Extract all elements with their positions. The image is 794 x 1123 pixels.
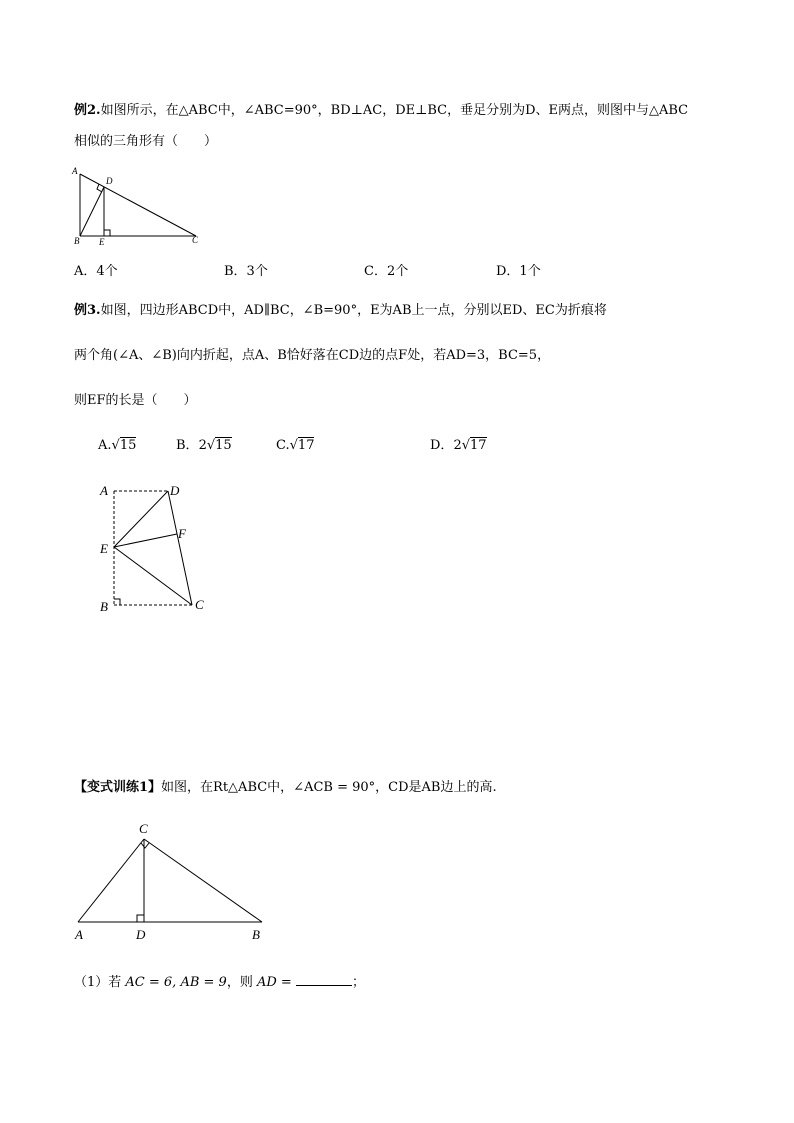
variant1-q1-end: ； (351, 975, 365, 990)
ex3-label-c: C (195, 597, 204, 612)
ex2-label-b: B (74, 236, 80, 246)
ex3-line-1 (74, 302, 607, 320)
ex2-label-e: E (99, 237, 105, 247)
ex2-right-angle-e (104, 230, 110, 236)
variant1-label-c: C (139, 821, 148, 836)
ex2-title: 例2. (74, 103, 101, 118)
ex2-option-a[interactable]: A．4个 (74, 264, 118, 279)
ex3-label-d: D (170, 483, 180, 498)
ex2-text-2: 相似的三角形有（ ） (74, 134, 218, 149)
ex3-label-e: E (100, 541, 108, 556)
ex2-text-1: 如图所示，在△ABC中，∠ABC=90°，BD⊥AC，DE⊥BC，垂足分别为D、E两点，则图中与△ABC (100, 103, 689, 118)
ex3-option-d-coef: 2 (453, 438, 462, 453)
ex3-option-d-prefix: D． (430, 438, 454, 453)
ex3-text-2: 两个角(∠A、∠B)向内折起，点A、B恰好落在CD边的点F处，若AD=3，BC=5， (74, 348, 551, 363)
ex2-label-c: C (192, 235, 199, 245)
ex2-line-1 (74, 102, 688, 120)
ex3-title: 例3. (74, 303, 101, 318)
ex3-option-b-radicand: 15 (215, 438, 232, 453)
ex3-option-c-radicand: 17 (297, 438, 315, 453)
ex3-crease-ec (114, 547, 192, 605)
variant1-q1-prefix: （1）若 (74, 975, 122, 990)
ex3-options (98, 437, 518, 457)
ex3-option-d-radicand: 17 (470, 438, 487, 453)
variant1-label-b: B (252, 927, 260, 942)
ex3-option-b[interactable] (176, 437, 232, 455)
variant1-label-a: A (75, 927, 83, 942)
ex2-segment-bd (80, 187, 104, 236)
ex3-figure (94, 480, 224, 620)
ex3-option-a-prefix: A. (98, 438, 112, 453)
ex3-option-c-prefix: C. (276, 438, 290, 453)
variant1-side-ac (78, 839, 144, 922)
ex3-option-b-coef: 2 (198, 438, 207, 453)
ex3-label-a: A (100, 483, 108, 498)
variant1-q1-mid: ，则 (226, 975, 253, 990)
ex3-option-a-radicand: 15 (119, 438, 137, 453)
ex3-label-b: B (100, 599, 108, 614)
variant1-line (74, 779, 497, 797)
variant1-title: 【变式训练1】 (74, 780, 162, 795)
radical-sign: √ (111, 438, 120, 453)
variant1-label-d: D (136, 927, 146, 942)
ex3-segment-ef (114, 534, 177, 547)
variant1-figure (70, 818, 275, 946)
radical-sign: √ (206, 438, 216, 453)
radical-sign: √ (461, 438, 471, 453)
ex2-option-c[interactable]: C．2个 (364, 264, 409, 279)
ex2-option-b[interactable]: B．3个 (224, 264, 268, 279)
variant1-text: 如图，在Rt△ABC中，∠ACB = 90°，CD是AB边上的高. (161, 780, 497, 795)
radical-sign: √ (289, 438, 298, 453)
variant1-question-1 (74, 972, 365, 992)
answer-blank[interactable] (296, 972, 352, 986)
variant1-right-angle-c (141, 843, 149, 848)
ex2-options (74, 263, 634, 281)
variant1-q1-condition: AC = 6, AB = 9 (125, 975, 227, 990)
ex3-option-a[interactable] (98, 437, 136, 455)
ex3-option-b-prefix: B． (176, 438, 199, 453)
ex2-option-d[interactable]: D．1个 (496, 264, 541, 279)
variant1-q1-ask: AD = (256, 975, 292, 990)
ex3-option-d[interactable] (430, 437, 487, 455)
ex2-line-2 (74, 133, 217, 151)
ex3-right-angle-b (114, 599, 120, 605)
ex3-text-3: 则EF的长是（ ） (74, 393, 197, 408)
ex3-crease-ed (114, 491, 168, 547)
ex2-label-a: A (72, 166, 78, 176)
ex3-option-c[interactable] (276, 437, 314, 455)
ex2-figure (66, 164, 216, 249)
ex3-side-cd (168, 491, 192, 605)
ex3-line-3 (74, 392, 197, 410)
ex3-text-1: 如图，四边形ABCD中，AD∥BC，∠B=90°，E为AB上一点，分别以ED、EC为折痕将 (100, 303, 607, 318)
ex3-label-f: F (178, 526, 186, 541)
ex2-label-d: D (106, 176, 113, 186)
ex2-side-ac (80, 174, 196, 236)
variant1-right-angle-d (137, 915, 144, 922)
ex3-line-2 (74, 347, 550, 365)
variant1-side-cb (144, 839, 262, 922)
